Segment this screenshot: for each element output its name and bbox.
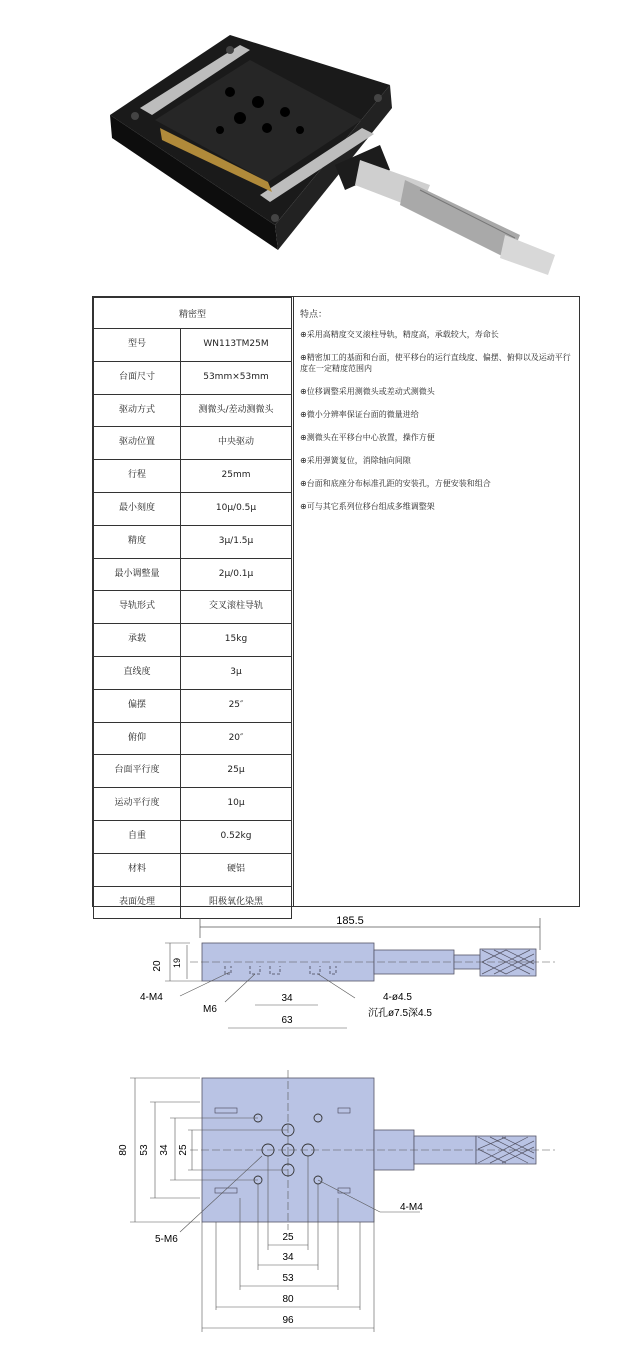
spec-value: 15kg: [181, 624, 292, 657]
label-m4: 4-M4: [140, 992, 163, 1003]
table-row: [94, 492, 292, 525]
dim-34-vertical: 34: [159, 1144, 170, 1156]
spec-value: 25μ: [181, 755, 292, 788]
spec-label: 导轨形式: [94, 591, 181, 624]
label-m6: M6: [203, 1004, 217, 1015]
spec-label: 台面平行度: [94, 755, 181, 788]
table-row: [94, 329, 292, 362]
spec-label: 精度: [94, 525, 181, 558]
spec-table: [92, 296, 580, 907]
spec-label: 最小调整量: [94, 558, 181, 591]
label-hole: 4-ø4.5: [383, 992, 412, 1003]
list-item: ⊕位移调整采用测微头或差动式测微头: [300, 387, 435, 396]
dim-34: 34: [282, 1252, 294, 1263]
spec-label: 最小刻度: [94, 492, 181, 525]
spec-value: 0.52kg: [181, 820, 292, 853]
spec-label: 直线度: [94, 656, 181, 689]
label-top-m6: 5-M6: [155, 1234, 178, 1245]
dim-96: 96: [282, 1315, 294, 1326]
table-row: [94, 689, 292, 722]
spec-label: 型号: [94, 329, 181, 362]
spec-value: 3μ/1.5μ: [181, 525, 292, 558]
dim-25-vertical: 25: [178, 1144, 189, 1156]
spec-value: 25″: [181, 689, 292, 722]
list-item: ⊕精密加工的基面和台面，使平移台的运行直线度、偏摆、俯仰以及运动平行度在一定精度范围内: [300, 353, 571, 373]
dim-34: 34: [281, 993, 293, 1004]
dim-overall-length: 185.5: [336, 915, 364, 927]
spec-value: 阳极氧化染黑: [181, 886, 292, 919]
dim-80: 80: [282, 1294, 294, 1305]
table-row: [94, 853, 292, 886]
spec-value: 10μ: [181, 788, 292, 821]
spec-value: 硬铝: [181, 853, 292, 886]
list-item: ⊕采用高精度交叉滚柱导轨，精度高，承载较大，寿命长: [300, 330, 499, 339]
label-counterbore: 沉孔ø7.5深4.5: [368, 1008, 432, 1019]
top-view-drawing: [0, 1070, 638, 1342]
spec-label: 承载: [94, 624, 181, 657]
label-top-m4: 4-M4: [400, 1202, 423, 1213]
spec-label: 驱动方式: [94, 394, 181, 427]
list-item: ⊕测微头在平移台中心放置，操作方便: [300, 433, 435, 442]
table-row: [94, 361, 292, 394]
table-row: [94, 460, 292, 493]
table-row: [94, 624, 292, 657]
spec-value: 3μ: [181, 656, 292, 689]
dim-53-vertical: 53: [139, 1144, 150, 1156]
spec-value: 25mm: [181, 460, 292, 493]
table-row: [94, 656, 292, 689]
table-row: [94, 558, 292, 591]
features-title: 特点：: [300, 310, 328, 320]
table-row: [94, 820, 292, 853]
table-row: [94, 394, 292, 427]
spec-value: 中央驱动: [181, 427, 292, 460]
spec-table-header: 精密型: [94, 298, 292, 329]
dim-63: 63: [281, 1015, 293, 1026]
table-row: [94, 722, 292, 755]
spec-label: 表面处理: [94, 886, 181, 919]
features-panel: [293, 297, 580, 906]
table-row: [94, 591, 292, 624]
spec-label: 自重: [94, 820, 181, 853]
table-row: [94, 525, 292, 558]
table-row: [94, 788, 292, 821]
spec-value: 交叉滚柱导轨: [181, 591, 292, 624]
features-list: [300, 329, 576, 524]
list-item: ⊕微小分辨率保证台面的微量进给: [300, 410, 419, 419]
spec-label: 俯仰: [94, 722, 181, 755]
table-row: [94, 427, 292, 460]
spec-label: 台面尺寸: [94, 361, 181, 394]
side-view-drawing: [0, 910, 638, 1030]
dim-80-vertical: 80: [118, 1144, 129, 1156]
list-item: ⊕采用弹簧复位，消除轴向间隙: [300, 456, 411, 465]
spec-value: 53mm×53mm: [181, 361, 292, 394]
spec-label: 运动平行度: [94, 788, 181, 821]
translation-stage-illustration: [100, 20, 570, 280]
spec-value: 20″: [181, 722, 292, 755]
spec-value: WN113TM25M: [181, 329, 292, 362]
dim-height-body: 19: [172, 957, 182, 969]
spec-label: 驱动位置: [94, 427, 181, 460]
spec-value: 2μ/0.1μ: [181, 558, 292, 591]
spec-value: 测微头/差动测微头: [181, 394, 292, 427]
list-item: ⊕可与其它系列位移台组成多维调整架: [300, 502, 435, 511]
table-row: [94, 755, 292, 788]
list-item: ⊕台面和底座分布标准孔距的安装孔，方便安装和组合: [300, 479, 491, 488]
spec-label: 行程: [94, 460, 181, 493]
spec-value: 10μ/0.5μ: [181, 492, 292, 525]
spec-label: 偏摆: [94, 689, 181, 722]
dim-25: 25: [282, 1232, 294, 1243]
product-photo: [100, 20, 570, 280]
dim-53: 53: [282, 1273, 294, 1284]
spec-label: 材料: [94, 853, 181, 886]
dim-height-total: 20: [152, 960, 163, 972]
